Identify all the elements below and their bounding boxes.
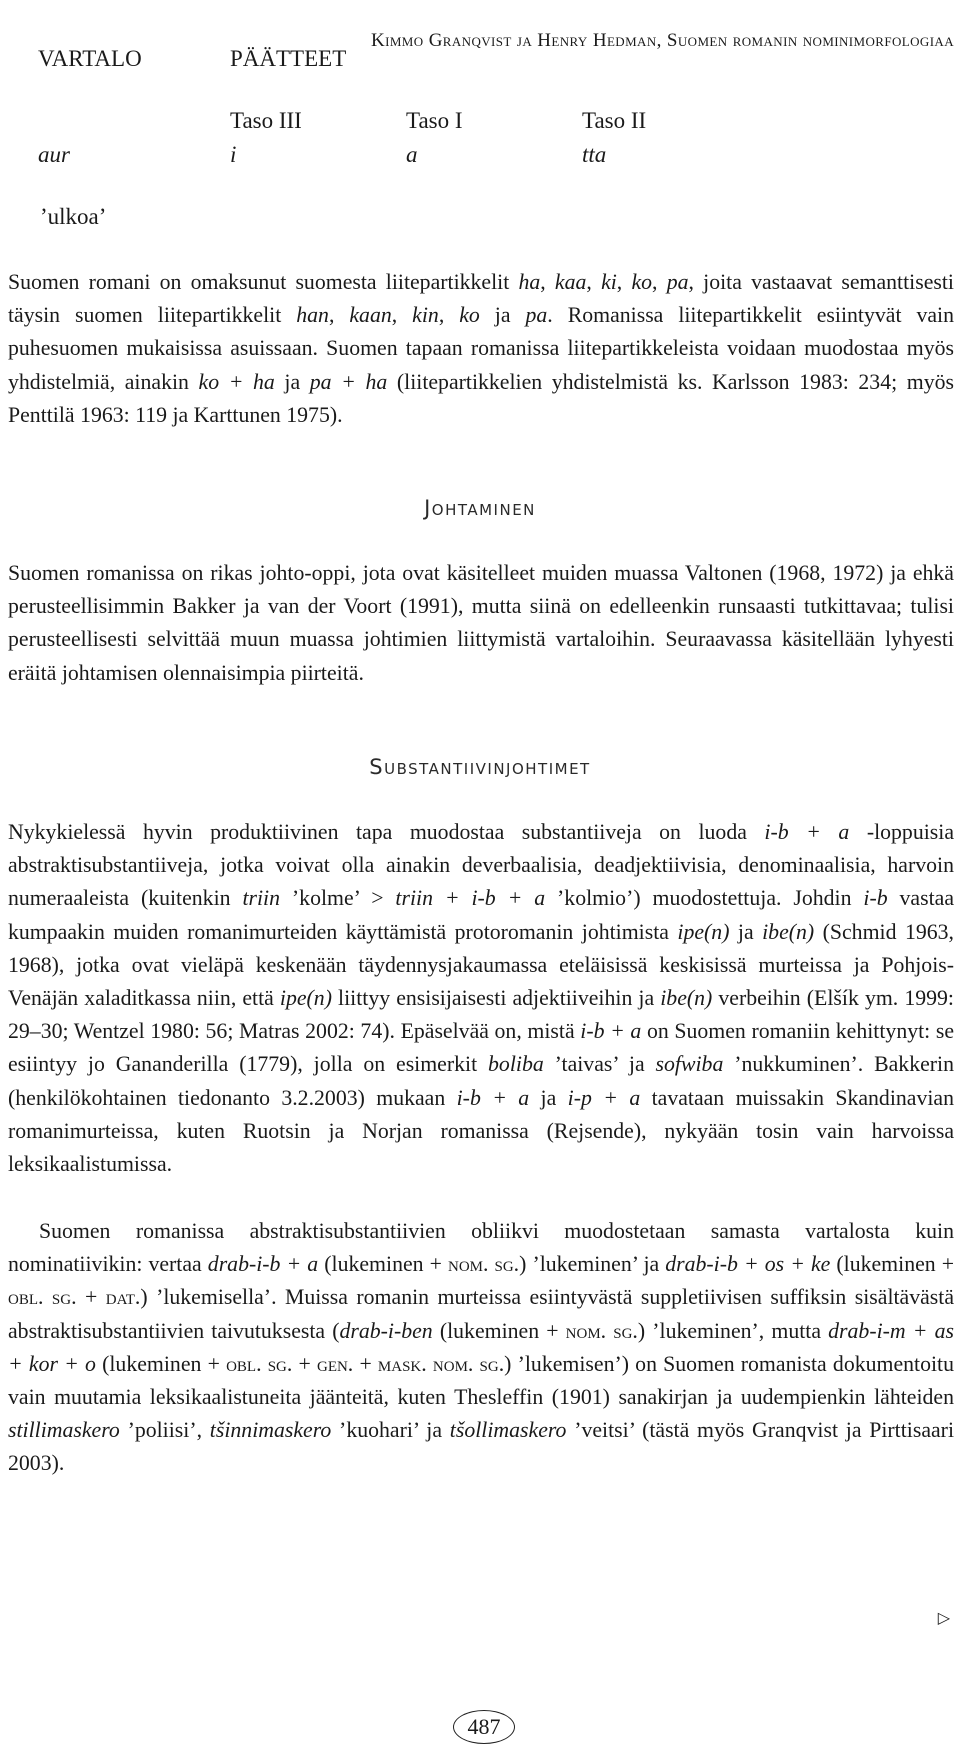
italic-term: sofwiba	[655, 1052, 724, 1077]
italic-term: drab-i-m + as + kor + o	[8, 1318, 954, 1376]
italic-term: drab-i-ben	[339, 1318, 433, 1343]
italic-term: ko	[631, 270, 653, 294]
stem-column-header: VARTALO	[38, 46, 142, 71]
italic-term: i-b + a	[456, 1085, 530, 1110]
italic-term: i-p + a	[567, 1085, 641, 1110]
page-number: 487	[453, 1710, 515, 1744]
grammatical-label: obl. sg. + gen. + mask. nom. sg.	[226, 1351, 505, 1376]
italic-term: ipe(n)	[677, 919, 730, 944]
italic-term: ipe(n)	[279, 986, 332, 1011]
running-head: Kimmo Granqvist ja Henry Hedman, Suomen romanin nominimorfologiaa	[370, 30, 954, 51]
italic-term: ha	[518, 270, 541, 294]
level-1-header: Taso I	[406, 108, 463, 133]
italic-term: kin	[412, 303, 439, 328]
ending-level-2: tta	[582, 142, 607, 167]
italic-term: han	[296, 303, 329, 328]
italic-term: ko + ha	[198, 369, 275, 394]
italic-term: triin + i-b + a	[395, 886, 546, 911]
italic-term: ibe(n)	[762, 919, 815, 944]
italic-term: pa + ha	[309, 369, 388, 394]
grammatical-label: nom. sg.	[565, 1318, 638, 1343]
level-2-header: Taso II	[582, 108, 647, 133]
italic-term: pa	[525, 303, 548, 328]
italic-term: kaa	[554, 270, 587, 294]
stem-cell: aur	[38, 142, 70, 167]
italic-term: i-b + a	[764, 820, 850, 844]
paragraph-derivation: Suomen romanissa on rikas johto-oppi, jota ovat käsitelleet muiden muassa Valtonen (1968, 1972) ja ehkä perusteellisimmin Bakker ja van der Voort (1991), mutta siinä on edelleenkin runsaasti tutkittavaa; tulisi perusteellisesti selvittää muun muassa johtimien liittymistä vartaloihin. Seuraavassa käsitellään lyhyesti eräitä johtamisen olennaisimpia piirteitä.	[8, 561, 954, 685]
section-title-derivation: Johtaminen	[424, 496, 536, 520]
italic-term: drab-i-b + os + ke	[665, 1252, 831, 1277]
paragraph-noun-suffixes-1: Nykykielessä hyvin produktiivinen tapa muodostaa substantiiveja on luoda i-b + a -loppuisia abstraktisubstantiiveja, jotka voivat olla ainakin deverbaalisia, deadjektiivisia, denominaalisia, harvoin numeraaleista (kuitenkin triin ’kolme’ > triin + i-b + a ’kolmio’) muodostettuja. Johdin i-b vastaa kumpaakin muiden romanimurteiden käyttämistä protoromanin johtimista ipe(n) ja ibe(n) (Schmid 1963, 1968), jotka ovat vieläpä keskenään täydennysjakaumassa eteläisissä keskisissä murteissa ja Pohjois-Venäjän xaladitkassa niin, että ipe(n) liittyy ensisijaisesti adjektiiveihin ja ibe(n) verbeihin (Elšík ym. 1999: 29–30; Wentzel 1980: 56; Matras 2002: 74). Epäselvää on, mistä i-b + a on Suomen romaniin kehittynyt: se esiintyy jo Gananderilla (1779), jolla on esimerkit boliba ’taivas’ ja sofwiba ’nukkuminen’. Bakkerin (henkilökohtainen tiedonanto 3.2.2003) mukaan i-b + a ja i-p + a tavataan muissakin Skandinavian romanimurteissa, kuten Ruotsin ja Norjan romanissa (Rejsende), nykyään tosin vain harvoissa leksikaalistumissa.	[8, 820, 955, 1177]
paragraph-noun-suffixes-2: Suomen romanissa abstraktisubstantiivien obliikvi muodostetaan samasta vartalosta kuin nominatiivikin: vertaa drab-i-b + a (lukeminen + nom. sg.) ’lukeminen’ ja drab-i-b + os + ke (lukeminen + obl. sg. + dat.) ’lukemisella’. Muissa romanin murteissa esiintyvästä suppletiivisen suffiksin sisältävästä abstraktisubstantiivien taivutuksesta (drab-i-ben (lukeminen + nom. sg.) ’lukeminen’, mutta drab-i-m + as + kor + o (lukeminen + obl. sg. + gen. + mask. nom. sg.) ’lukemisen’) on Suomen romanista dokumentoitu vain muutamia leksikaalistuneita jäänteitä, kuten Thesleffin (1901) sanakirjan ja uudempienkin lähteiden stillimaskero ’poliisi’, tšinnimaskero ’kuohari’ ja tšollimaskero ’veitsi’ (tästä myös Granqvist ja Pirttisaari 2003).	[8, 1219, 955, 1476]
italic-term: ibe(n)	[660, 986, 713, 1011]
level-3-header: Taso III	[230, 108, 302, 133]
gloss: ’ulkoa’	[40, 204, 107, 229]
italic-term: drab-i-b + a	[207, 1252, 319, 1277]
italic-term: stillimaskero	[8, 1418, 120, 1443]
italic-term: kaan	[349, 303, 392, 328]
italic-term: i-b + a	[580, 1019, 642, 1044]
italic-term: ko	[459, 303, 480, 328]
ending-level-1: a	[406, 142, 418, 167]
italic-term: ki	[601, 270, 617, 294]
grammatical-label: obl. sg. + dat.	[8, 1285, 141, 1310]
italic-term: pa	[666, 270, 689, 294]
endings-column-header: PÄÄTTEET	[230, 46, 347, 71]
next-page-arrow-icon: ▷	[937, 1608, 950, 1627]
italic-term: triin	[242, 886, 281, 911]
italic-term: boliba	[488, 1052, 544, 1077]
italic-term: i-b	[863, 886, 888, 911]
paragraph-clitics: Suomen romani on omaksunut suomesta liitepartikkelit ha, kaa, ki, ko, pa, joita vastaavat semanttisesti täysin suomen liitepartikkelit han, kaan, kin, ko ja pa. Romanissa liitepartikkelit esiintyvät vain puhesuomen mukaisissa asuissaan. Suomen tapaan romanissa liitepartikkeleista voidaan muodostaa myös yhdistelmiä, ainakin ko + ha ja pa + ha (liitepartikkelien yhdistelmistä ks. Karlsson 1983: 234; myös Penttilä 1963: 119 ja Karttunen 1975).	[8, 270, 955, 427]
italic-term: tšinnimaskero	[209, 1418, 332, 1443]
grammatical-label: nom. sg.	[447, 1252, 520, 1277]
ending-level-3: i	[230, 142, 237, 167]
italic-term: tšollimaskero	[449, 1418, 567, 1443]
section-title-noun-suffixes: Substantiivinjohtimet	[369, 755, 591, 779]
